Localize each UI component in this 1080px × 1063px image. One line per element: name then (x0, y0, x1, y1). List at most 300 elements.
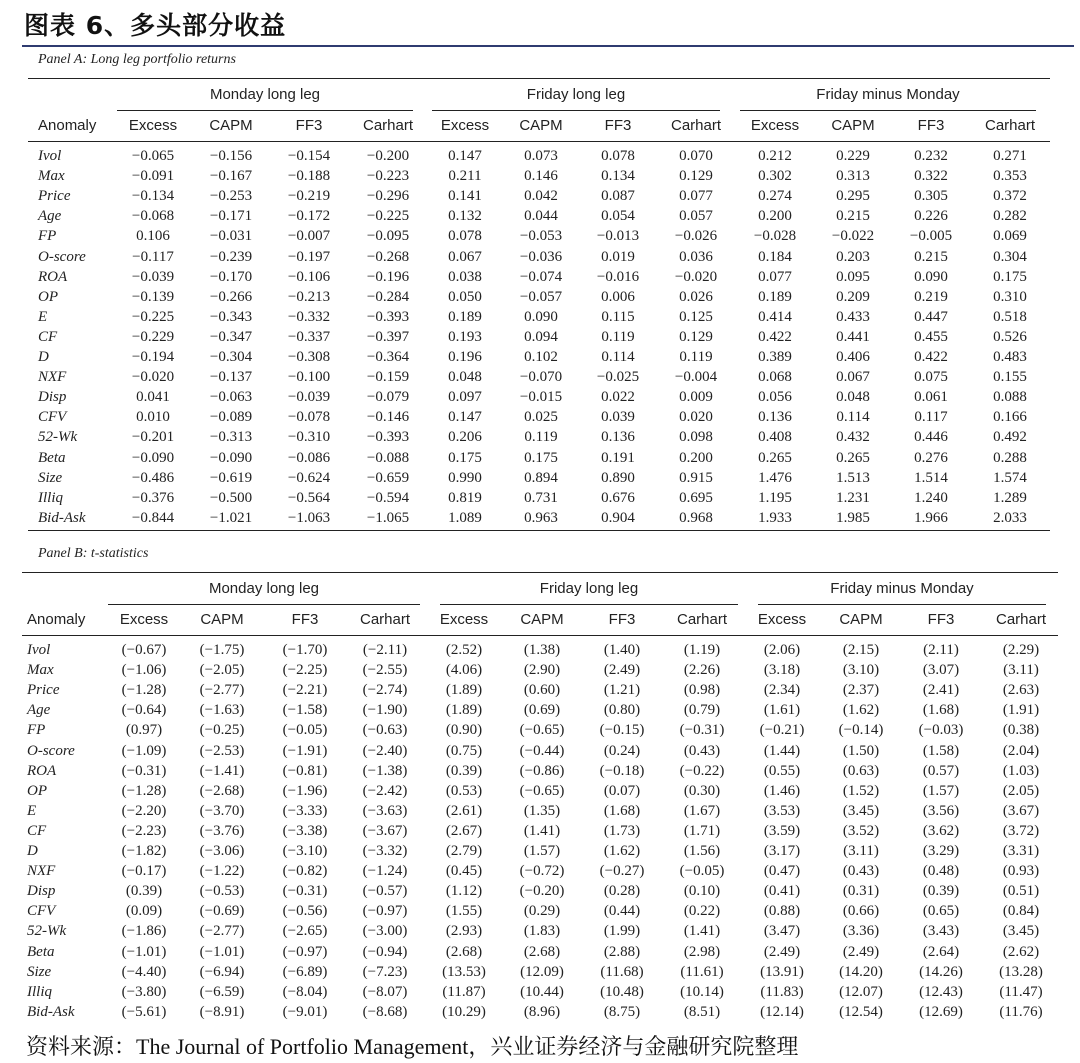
table-cell: (−8.68) (362, 1003, 408, 1020)
table-cell: (−1.75) (199, 642, 245, 658)
table-cell: −0.172 (287, 208, 331, 225)
row-label: Illiq (27, 983, 52, 1000)
table-cell: 0.414 (758, 308, 792, 325)
table-cell: (−3.63) (362, 802, 408, 819)
table-cell: (1.71) (683, 822, 721, 839)
table-cell: −0.844 (131, 509, 175, 526)
table-cell: (8.51) (683, 1003, 721, 1020)
table-cell: (−1.70) (282, 642, 328, 658)
table-cell: 0.215 (836, 208, 870, 225)
table-cell: (3.11) (1003, 662, 1039, 679)
table-cell: (0.65) (922, 903, 960, 920)
table-cell: 0.073 (524, 148, 558, 164)
row-label: D (27, 843, 38, 859)
table-cell: (3.52) (842, 822, 880, 839)
table-cell: (3.17) (763, 843, 801, 859)
table-cell: (14.26) (919, 963, 963, 980)
table-cell: −0.039 (131, 268, 175, 285)
table-cell: (−0.94) (362, 943, 408, 960)
table-cell: (0.79) (683, 702, 721, 719)
table-cell: 0.209 (836, 288, 870, 305)
table-cell: 0.061 (914, 389, 948, 406)
table-cell: 0.447 (914, 308, 948, 325)
row-label: Disp (38, 389, 67, 406)
table-cell: −0.031 (209, 228, 253, 245)
table-cell: −0.020 (131, 369, 175, 386)
table-cell: −0.137 (209, 369, 253, 386)
table-cell: 0.446 (914, 429, 948, 446)
table-cell: 0.068 (758, 369, 792, 386)
row-label: Size (27, 963, 52, 980)
table-cell: (0.41) (763, 883, 801, 900)
table-cell: −0.347 (209, 328, 253, 345)
table-cell: −0.201 (131, 429, 175, 446)
table-cell: (0.22) (683, 903, 721, 920)
table-cell: −0.223 (366, 168, 410, 185)
table-cell: 0.676 (601, 489, 635, 506)
table-cell: (14.20) (839, 963, 883, 980)
table-cell: (−0.69) (199, 903, 245, 920)
table-cell: −0.500 (209, 489, 253, 506)
table-cell: −0.594 (366, 489, 410, 506)
table-cell: (13.91) (760, 963, 804, 980)
table-cell: 0.050 (448, 288, 482, 305)
table-cell: 0.129 (679, 328, 713, 345)
table-cell: (−0.56) (282, 903, 328, 920)
column-header: Excess (750, 117, 800, 134)
table-cell: (−0.82) (282, 863, 328, 880)
group-title: Monday long leg (208, 580, 320, 597)
table-cell: 0.422 (914, 349, 948, 365)
table-cell: 0.134 (601, 168, 635, 185)
table-cell: 0.276 (914, 449, 948, 466)
table-cell: 0.372 (993, 188, 1027, 205)
column-header: Carhart (362, 117, 414, 134)
table-cell: −0.039 (287, 389, 331, 406)
table-cell: 0.890 (601, 469, 635, 486)
table-cell: −0.364 (366, 349, 410, 365)
table-cell: 0.215 (914, 248, 948, 265)
table-cell: (−1.24) (362, 863, 408, 880)
row-label: Beta (27, 943, 55, 960)
table-cell: 0.212 (758, 148, 792, 164)
table-cell: 0.229 (836, 148, 870, 164)
table-cell: (1.55) (445, 903, 483, 920)
table-cell: (0.84) (1002, 903, 1040, 920)
table-cell: (1.35) (523, 802, 561, 819)
table-cell: 0.518 (993, 308, 1027, 325)
title-underline (22, 45, 1074, 47)
table-cell: (2.98) (683, 943, 721, 960)
table-cell: 1.933 (758, 509, 792, 526)
table-cell: (−8.91) (199, 1003, 245, 1020)
table-cell: (−0.86) (519, 762, 565, 779)
table-cell: 0.483 (993, 349, 1027, 365)
table-cell: (−0.31) (679, 722, 725, 739)
column-header: Excess (440, 117, 490, 134)
table-cell: 0.968 (679, 509, 713, 526)
table-cell: (−0.22) (679, 762, 725, 779)
table-cell: −0.117 (132, 248, 174, 265)
table-cell: −0.026 (674, 228, 718, 245)
table-cell: −0.095 (366, 228, 410, 245)
table-cell: −0.376 (131, 489, 175, 506)
figure-title: 图表 6、多头部分收益 (24, 11, 287, 40)
table-cell: (2.11) (923, 642, 959, 658)
table-cell: (12.07) (839, 983, 883, 1000)
table-cell: (−0.27) (599, 863, 645, 880)
table-cell: 0.206 (448, 429, 482, 446)
row-label: Size (38, 469, 63, 486)
column-header: CAPM (200, 611, 244, 628)
table-cell: −0.106 (287, 268, 331, 285)
table-cell: 0.048 (836, 389, 870, 406)
table-cell: (−0.15) (599, 722, 645, 739)
table-cell: (2.68) (523, 943, 561, 960)
table-cell: −0.065 (131, 148, 175, 164)
table-cell: (2.49) (763, 943, 801, 960)
row-label: Age (27, 702, 51, 719)
table-cell: 0.219 (914, 288, 948, 305)
header-rule (28, 141, 1050, 142)
table-cell: −0.156 (209, 148, 253, 164)
table-cell: 0.094 (524, 328, 558, 345)
table-cell: 0.010 (136, 409, 170, 426)
table-cell: (−0.72) (519, 863, 565, 880)
group-underline (440, 604, 738, 605)
table-cell: (1.50) (842, 742, 880, 759)
table-cell: (−1.28) (121, 782, 167, 799)
table-cell: −0.486 (131, 469, 175, 486)
table-cell: (2.37) (842, 682, 880, 699)
table-cell: (3.62) (922, 822, 960, 839)
group-underline (108, 604, 420, 605)
table-cell: 0.006 (601, 288, 635, 305)
table-cell: (1.57) (523, 843, 561, 859)
table-cell: 0.963 (524, 509, 558, 526)
table-cell: (−3.38) (282, 822, 328, 839)
table-cell: −0.070 (519, 369, 563, 386)
row-label: Illiq (38, 489, 63, 506)
table-cell: −0.013 (596, 228, 640, 245)
table-cell: 0.731 (524, 489, 558, 506)
row-label: CFV (38, 409, 67, 426)
table-cell: (−0.64) (121, 702, 167, 719)
table-cell: (3.45) (1002, 923, 1040, 940)
table-cell: (1.83) (523, 923, 561, 940)
table-cell: 0.077 (758, 268, 792, 285)
row-label: Price (38, 188, 71, 205)
table-cell: 0.422 (758, 328, 792, 345)
table-cell: 0.036 (679, 248, 713, 265)
group-underline (740, 110, 1036, 111)
table-cell: 0.203 (836, 248, 870, 265)
column-header: FF3 (295, 117, 323, 134)
table-cell: −0.020 (674, 268, 718, 285)
table-cell: 0.819 (448, 489, 482, 506)
table-cell: 0.119 (679, 349, 713, 365)
table-cell: (−0.31) (121, 762, 167, 779)
table-cell: −0.284 (366, 288, 410, 305)
table-cell: (2.68) (445, 943, 483, 960)
table-cell: −0.219 (287, 188, 331, 205)
table-cell: (12.14) (760, 1003, 804, 1020)
table-cell: 0.288 (993, 449, 1027, 466)
table-cell: (2.88) (603, 943, 641, 960)
table-cell: (2.15) (842, 642, 880, 658)
table-cell: −0.022 (831, 228, 875, 245)
column-header: CAPM (519, 117, 563, 134)
row-label: Bid-Ask (38, 509, 86, 526)
table-cell: (−0.20) (519, 883, 565, 900)
table-cell: (3.11) (843, 843, 879, 859)
header-rule (22, 635, 1058, 636)
row-label: Beta (38, 449, 66, 466)
table-cell: (1.52) (842, 782, 880, 799)
table-cell: (−2.42) (362, 782, 408, 799)
table-cell: 0.295 (836, 188, 870, 205)
table-cell: 1.195 (758, 489, 792, 506)
table-cell: (−0.21) (759, 722, 805, 739)
group-underline (432, 110, 720, 111)
table-cell: (1.61) (763, 702, 801, 719)
table-cell: (−0.05) (282, 722, 328, 739)
table-cell: −0.225 (366, 208, 410, 225)
row-label: E (27, 802, 37, 819)
table-cell: 0.274 (758, 188, 792, 205)
group-underline (758, 604, 1046, 605)
table-cell: 0.282 (993, 208, 1027, 225)
table-cell: 0.090 (524, 308, 558, 325)
table-cell: (0.98) (683, 682, 721, 699)
row-label: CF (38, 328, 58, 345)
table-cell: (2.34) (763, 682, 801, 699)
table-cell: (1.58) (922, 742, 960, 759)
row-label: ROA (38, 268, 68, 285)
table-cell: (2.79) (445, 843, 483, 859)
table-cell: −0.296 (366, 188, 410, 205)
table-cell: (1.12) (445, 883, 483, 900)
table-cell: −0.025 (596, 369, 640, 386)
table-cell: (0.93) (1002, 863, 1040, 880)
table-cell: (−2.53) (199, 742, 245, 759)
table-cell: (1.73) (603, 822, 641, 839)
table-cell: (11.87) (442, 983, 486, 1000)
table-cell: (−0.18) (599, 762, 645, 779)
table-cell: (0.45) (445, 863, 483, 880)
table-cell: (−3.10) (282, 843, 328, 859)
panel-b-label: Panel B: t-statistics (38, 546, 149, 561)
table-cell: 1.089 (448, 509, 482, 526)
table-cell: (10.14) (680, 983, 724, 1000)
table-cell: −0.078 (287, 409, 331, 426)
table-cell: (2.93) (445, 923, 483, 940)
table-cell: −0.310 (287, 429, 331, 446)
table-cell: 1.574 (993, 469, 1027, 486)
row-label: Ivol (27, 642, 51, 658)
group-title: Friday minus Monday (830, 580, 974, 597)
table-cell: −1.021 (209, 509, 253, 526)
table-cell: (−1.91) (282, 742, 328, 759)
table-cell: (3.67) (1002, 802, 1040, 819)
source-note: 资料来源：The Journal of Portfolio Management，兴业证券经济与金融研究院整理 (26, 1034, 799, 1059)
table-cell: (2.49) (842, 943, 880, 960)
table-cell: 0.067 (448, 248, 482, 265)
table-cell: −0.194 (131, 349, 175, 365)
table-cell: 0.132 (448, 208, 482, 225)
table-cell: 0.310 (993, 288, 1027, 305)
row-label: Age (38, 208, 62, 225)
table-cell: 0.904 (601, 509, 635, 526)
table-cell: −0.063 (209, 389, 253, 406)
table-cell: −0.016 (596, 268, 640, 285)
table-cell: −1.065 (366, 509, 410, 526)
table-cell: 0.695 (679, 489, 713, 506)
table-cell: 1.966 (914, 509, 948, 526)
table-cell: (−2.05) (199, 662, 245, 679)
row-label: CF (27, 822, 47, 839)
column-header: Excess (128, 117, 178, 134)
table-cell: −0.171 (209, 208, 253, 225)
column-header: FF3 (291, 611, 319, 628)
table-cell: 0.044 (524, 208, 558, 225)
table-cell: (2.67) (445, 822, 483, 839)
table-cell: (2.04) (1002, 742, 1040, 759)
table-cell: −0.200 (366, 148, 410, 164)
table-cell: 0.009 (679, 389, 713, 406)
table-cell: −0.091 (131, 168, 175, 185)
table-cell: (−0.97) (282, 943, 328, 960)
table-cell: 0.147 (448, 148, 482, 164)
table-cell: (2.29) (1002, 642, 1040, 658)
table-cell: 0.265 (758, 449, 792, 466)
row-label: CFV (27, 903, 56, 920)
table-cell: (0.57) (922, 762, 960, 779)
table-cell: (0.44) (603, 903, 641, 920)
group-title: Friday long leg (539, 580, 639, 597)
row-label: E (38, 308, 48, 325)
table-cell: 0.200 (679, 449, 713, 466)
table-cell: −0.090 (209, 449, 253, 466)
table-cell: (0.51) (1002, 883, 1040, 900)
table-cell: 0.211 (448, 168, 482, 185)
row-label: D (38, 349, 49, 365)
table-cell: (3.07) (922, 662, 960, 679)
table-cell: 0.305 (914, 188, 948, 205)
table-cell: −0.188 (287, 168, 331, 185)
table-cell: (1.21) (603, 682, 641, 699)
table-cell: −0.007 (287, 228, 331, 245)
table-cell: (−1.82) (121, 843, 167, 859)
table-cell: 1.513 (836, 469, 870, 486)
table-cell: 0.114 (601, 349, 635, 365)
table-cell: −0.159 (366, 369, 410, 386)
table-cell: (3.18) (763, 662, 801, 679)
table-cell: (1.40) (603, 642, 641, 658)
table-cell: (1.91) (1002, 702, 1040, 719)
table-cell: (−2.23) (121, 822, 167, 839)
table-cell: −0.393 (366, 308, 410, 325)
table-cell: −0.146 (366, 409, 410, 426)
table-cell: (3.59) (763, 822, 801, 839)
row-label: 52-Wk (27, 923, 67, 940)
table-cell: (2.41) (922, 682, 960, 699)
table-cell: (−3.32) (362, 843, 408, 859)
table-cell: (1.62) (842, 702, 880, 719)
table-cell: (0.29) (523, 903, 561, 920)
table-cell: (−0.53) (199, 883, 245, 900)
table-cell: (0.60) (523, 682, 561, 699)
table-cell: −0.068 (131, 208, 175, 225)
column-header: Carhart (359, 611, 411, 628)
row-label: FP (27, 722, 46, 739)
table-cell: 0.406 (836, 349, 870, 365)
table-cell: 0.226 (914, 208, 948, 225)
table-cell: −0.332 (287, 308, 331, 325)
table-cell: 0.041 (136, 389, 170, 406)
panel-a-label: Panel A: Long leg portfolio returns (38, 52, 236, 67)
table-cell: 0.039 (601, 409, 635, 426)
column-header: FF3 (608, 611, 636, 628)
table-cell: 0.078 (601, 148, 635, 164)
table-cell: −0.154 (287, 148, 331, 164)
table-cell: (2.05) (1002, 782, 1040, 799)
table-cell: (−5.61) (121, 1003, 167, 1020)
table-cell: 0.025 (524, 409, 558, 426)
table-cell: −0.337 (287, 328, 331, 345)
column-header: CAPM (831, 117, 875, 134)
table-cell: (−0.97) (362, 903, 408, 920)
table-cell: (0.30) (683, 782, 721, 799)
table-cell: 0.408 (758, 429, 792, 446)
table-cell: 0.054 (601, 208, 635, 225)
table-cell: (−1.96) (282, 782, 328, 799)
table-cell: 0.102 (524, 349, 558, 365)
table-cell: (0.10) (683, 883, 721, 900)
table-cell: 0.075 (914, 369, 948, 386)
table-cell: (−3.06) (199, 843, 245, 859)
table-cell: 0.265 (836, 449, 870, 466)
table-cell: −0.343 (209, 308, 253, 325)
table-cell: (−3.80) (121, 983, 167, 1000)
table-cell: (13.28) (999, 963, 1043, 980)
table-cell: 0.313 (836, 168, 870, 185)
table-cell: 0.078 (448, 228, 482, 245)
table-cell: (−0.65) (519, 722, 565, 739)
table-cell: −0.090 (131, 449, 175, 466)
table-top-rule (28, 78, 1050, 79)
table-cell: (3.43) (922, 923, 960, 940)
table-cell: −0.196 (366, 268, 410, 285)
table-cell: 1.231 (836, 489, 870, 506)
table-cell: 0.067 (836, 369, 870, 386)
table-cell: −0.036 (519, 248, 563, 265)
table-cell: −0.308 (287, 349, 331, 365)
table-cell: 0.129 (679, 168, 713, 185)
table-cell: −0.624 (287, 469, 331, 486)
table-cell: (0.63) (842, 762, 880, 779)
table-cell: 0.095 (836, 268, 870, 285)
table-cell: (2.62) (1002, 943, 1040, 960)
table-cell: 0.038 (448, 268, 482, 285)
table-cell: −0.229 (131, 328, 175, 345)
table-cell: 0.070 (679, 148, 713, 164)
row-label: OP (38, 288, 58, 305)
table-cell: (0.43) (842, 863, 880, 880)
table-cell: (−2.25) (282, 662, 328, 679)
table-cell: 0.114 (836, 409, 870, 426)
table-cell: (0.07) (603, 782, 641, 799)
